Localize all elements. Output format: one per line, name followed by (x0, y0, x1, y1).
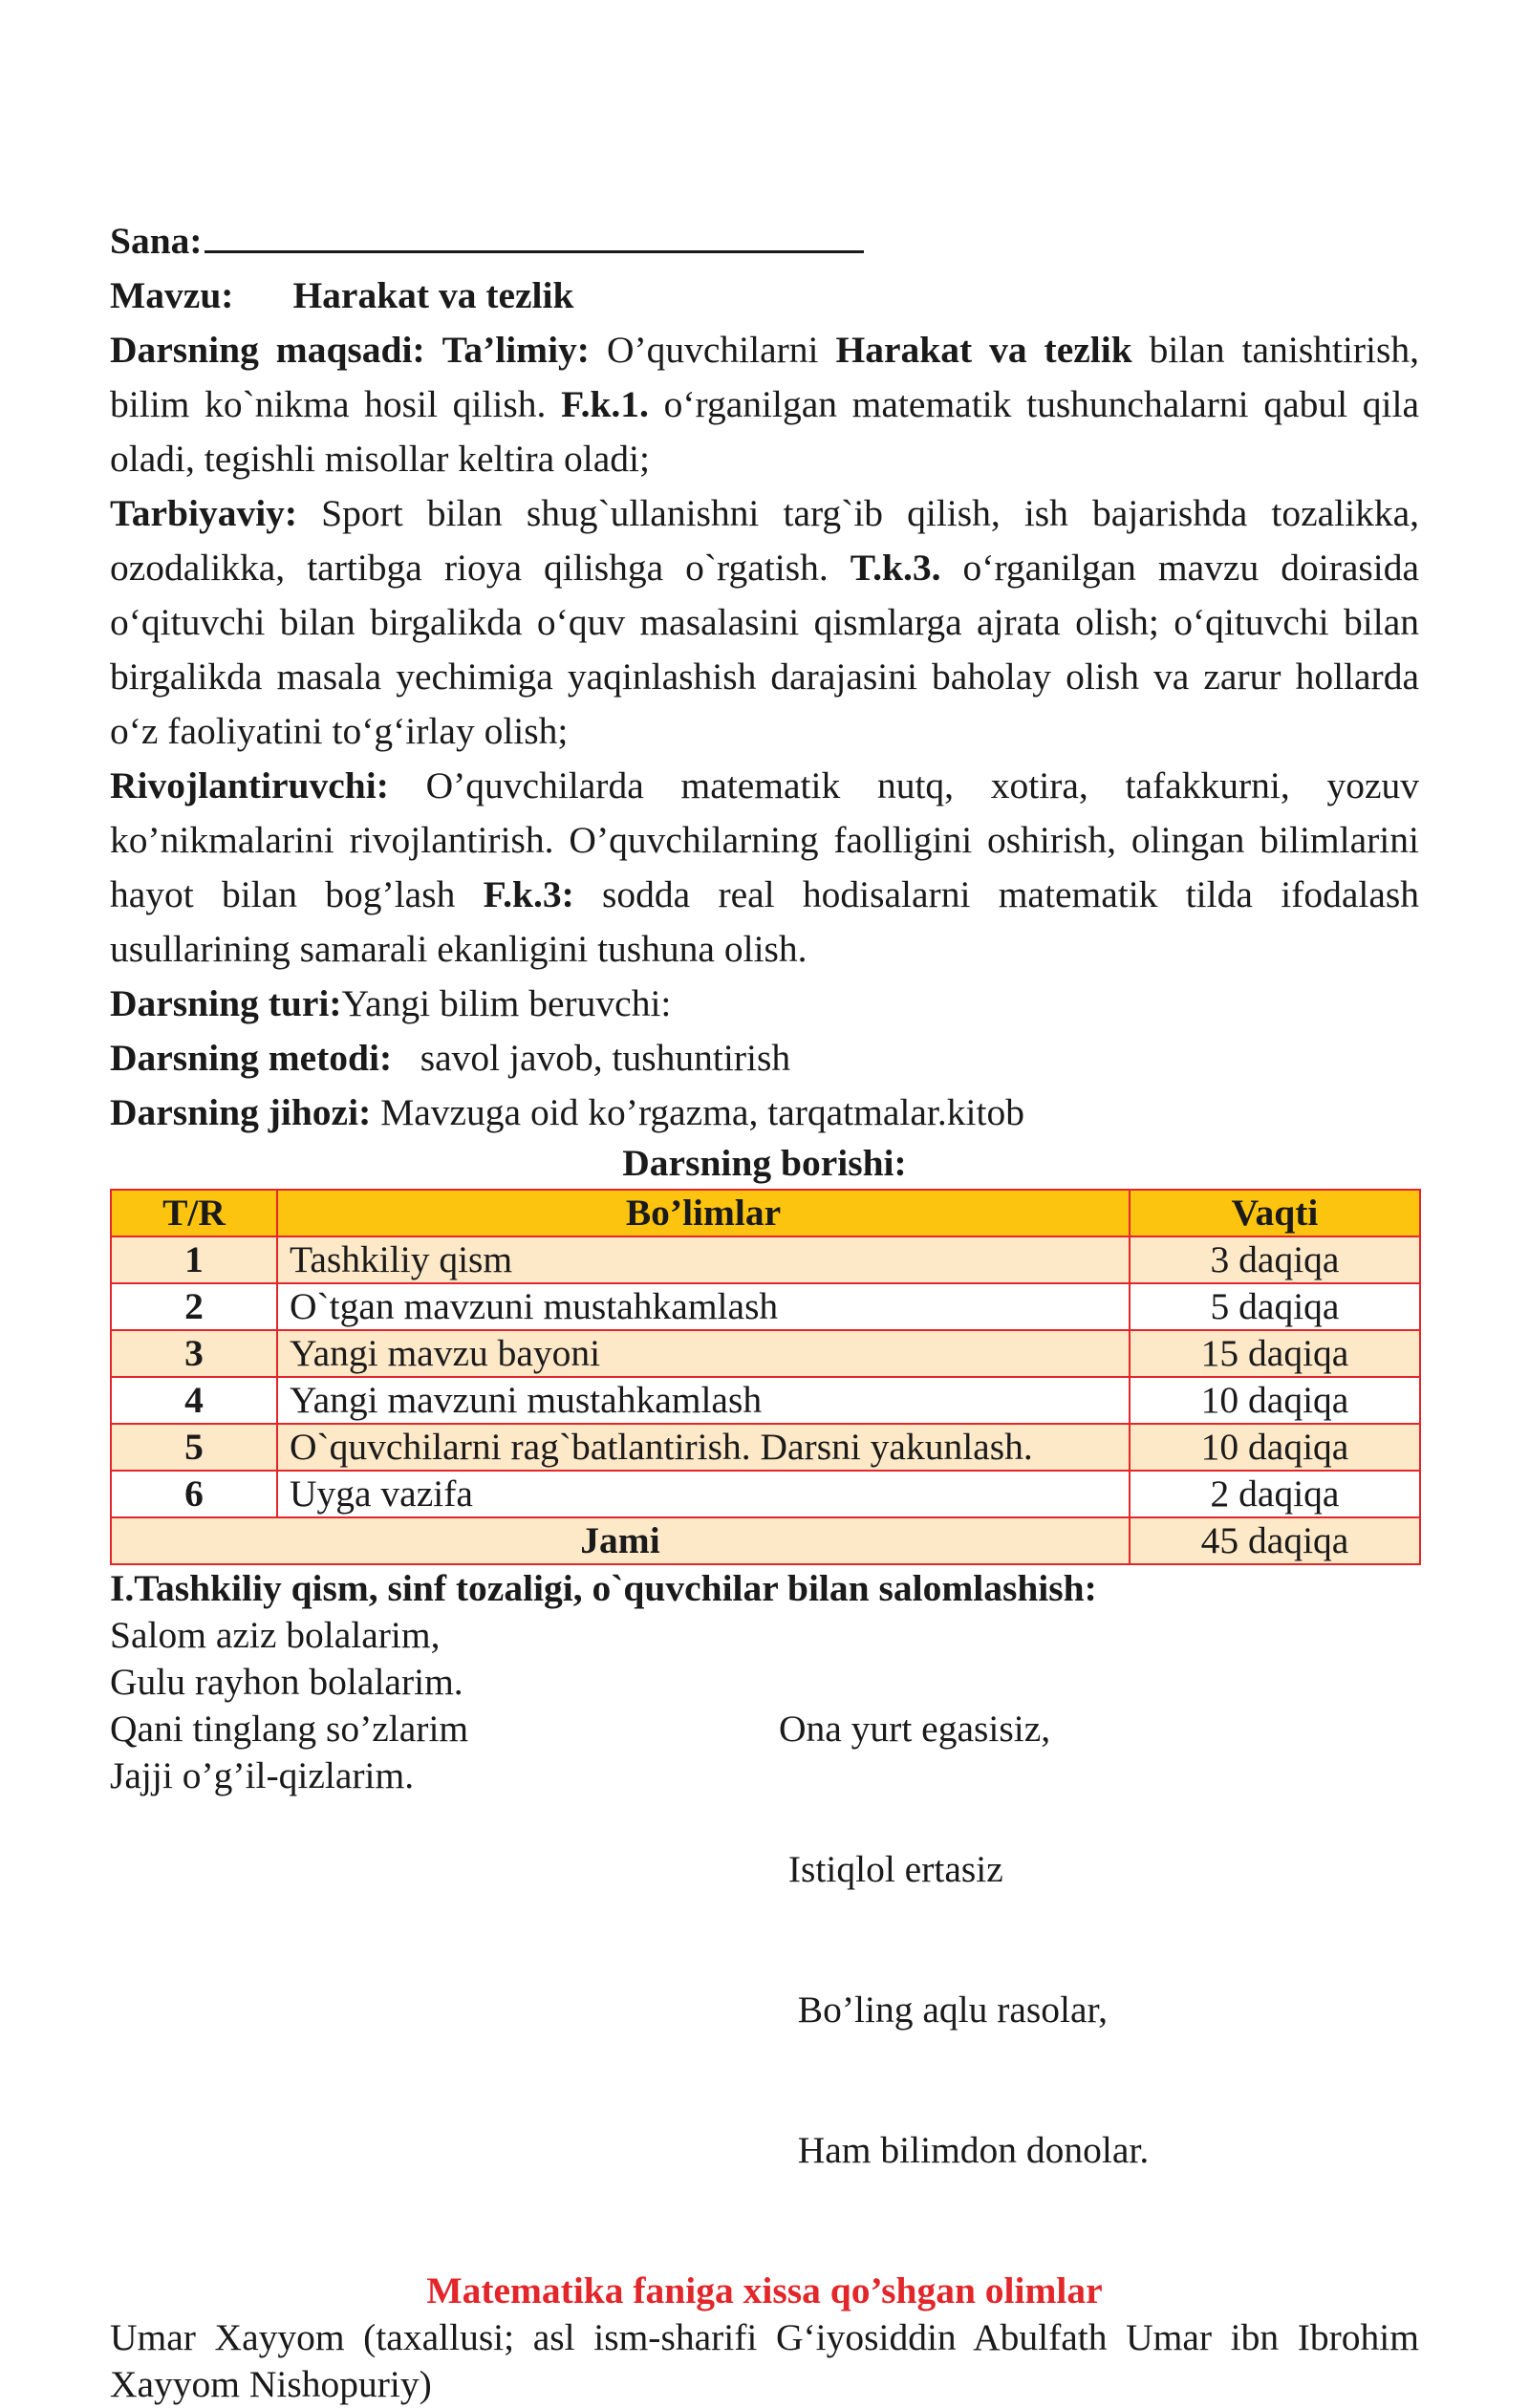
row-section: Uyga vazifa (277, 1471, 1130, 1517)
scientists-title: Matematika faniga xissa qo’shgan olimlar (426, 2269, 1103, 2311)
goal-label: Darsning maqsadi: (110, 329, 425, 371)
date-line (110, 208, 1419, 269)
row-section: Tashkiliy qism (277, 1236, 1130, 1283)
development-label: Rivojlantiruvchi: (110, 764, 389, 806)
goal-educational-paragraph (110, 323, 1419, 486)
row-time: 3 daqiqa (1130, 1236, 1420, 1283)
row-number: 1 (111, 1236, 277, 1283)
poem-line: Gulu rayhon bolalarim. (110, 1661, 463, 1703)
header-number: T/R (111, 1190, 277, 1236)
topic-line (110, 269, 1419, 323)
table-row (111, 1424, 1420, 1471)
educational-text-1: O’quvchilarni (606, 329, 819, 371)
lesson-method-value: savol javob, tushuntirish (420, 1037, 791, 1079)
row-section: Yangi mavzu bayoni (277, 1330, 1130, 1377)
upbringing-text: Sport bilan shug`ullanishni targ`ib qilish, ish bajarishda tozalikka, ozodalikka, tartibga rioya qilishga o`rgatish. (110, 492, 1419, 589)
row-section: O`tgan mavzuni mustahkamlash (277, 1283, 1130, 1330)
document-page (110, 208, 1419, 2408)
educational-label: Ta’limiy: (441, 329, 590, 371)
goal-upbringing-paragraph (110, 486, 1419, 759)
tk3-label: T.k.3. (850, 547, 941, 589)
total-label: Jami (111, 1517, 1130, 1564)
table-row (111, 1330, 1420, 1377)
table-header-row (111, 1190, 1420, 1236)
section1-heading: I.Tashkiliy qism, sinf tozaligi, o`quvchilar bilan salomlashish: (110, 1567, 1097, 1609)
date-blank-field (205, 208, 864, 253)
poem-left-column (110, 1612, 779, 2268)
row-section: O`quvchilarni rag`batlantirish. Darsni yakunlash. (277, 1424, 1130, 1471)
tk3-text: o‘rganilgan mavzu doirasida o‘qituvchi bilan birgalikda o‘quv masalasini qismlarga ajrata olish; o‘qituvchi bilan birgalikda masala yechimiga yaqinlashish darajasini baholay olish va zarur hollarda o‘z faoliyatini to‘g‘irlay olish; (110, 547, 1420, 752)
lesson-type-value: Yangi bilim beruvchi: (341, 982, 672, 1024)
fk1-label: F.k.1. (561, 383, 649, 425)
row-time: 2 daqiqa (1130, 1471, 1420, 1517)
date-label: Sana: (110, 220, 203, 262)
poem-line: Jajji o’g’il-qizlarim. (110, 1754, 415, 1796)
poem-line: Salom aziz bolalarim, (110, 1614, 441, 1656)
table-row (111, 1283, 1420, 1330)
row-time: 5 daqiqa (1130, 1283, 1420, 1330)
goal-development-paragraph (110, 759, 1419, 977)
educational-text-2: bilan tanishtirish, bilim ko`nikma hosil qilish. (110, 329, 1420, 425)
row-section: Yangi mavzuni mustahkamlash (277, 1377, 1130, 1424)
header-sections: Bo’limlar (277, 1190, 1130, 1236)
row-number: 2 (111, 1283, 277, 1330)
poem-line: Qani tinglang so’zlarim (110, 1708, 469, 1750)
fk3-text: sodda real hodisalarni matematik tilda ifodalash usullarining samarali ekanligini tushuna olish. (110, 873, 1419, 970)
topic-value: Harakat va tezlik (292, 274, 574, 316)
table-row (111, 1377, 1420, 1424)
row-number: 4 (111, 1377, 277, 1424)
plan-title: Darsning borishi: (622, 1142, 907, 1184)
poem-line: Istiqlol ertasiz (779, 1848, 1003, 1890)
lesson-plan-table (110, 1189, 1421, 1565)
lesson-type-label: Darsning turi: (110, 982, 342, 1024)
development-text: O’quvchilarda matematik nutq, xotira, tafakkurni, yozuv ko’nikmalarini rivojlantirish. O’quvchilarning faolligini oshirish, olingan bilimlarini hayot bilan bog’lash (110, 764, 1420, 915)
lesson-method-line (110, 1031, 1419, 1086)
row-number: 5 (111, 1424, 277, 1471)
lesson-equipment-line (110, 1086, 1419, 1140)
row-number: 6 (111, 1471, 277, 1517)
table-total-row (111, 1517, 1420, 1564)
header-time: Vaqti (1130, 1190, 1420, 1236)
greeting-poem (110, 1612, 1419, 2268)
poem-line: Bo’ling aqlu rasolar, (779, 1989, 1108, 2031)
fk3-label: F.k.3: (483, 873, 574, 915)
scientists-text: Umar Xayyom (taxallusi; asl ism-sharifi G‘iyosiddin Abulfath Umar ibn Ibrohim Xayyom Nishopuriy) (110, 2316, 1419, 2405)
row-time: 15 daqiqa (1130, 1330, 1420, 1377)
table-row (111, 1236, 1420, 1283)
row-time: 10 daqiqa (1130, 1377, 1420, 1424)
topic-label: Mavzu: (110, 274, 234, 316)
educational-topic: Harakat va tezlik (835, 329, 1132, 371)
lesson-equipment-label: Darsning jihozi: (110, 1091, 372, 1133)
poem-right-column (779, 1612, 1419, 2268)
fk1-text: o‘rganilgan matematik tushunchalarni qabul qila oladi, tegishli misollar keltira oladi; (110, 383, 1420, 480)
row-time: 10 daqiqa (1130, 1424, 1420, 1471)
lesson-type-line (110, 977, 1419, 1031)
upbringing-label: Tarbiyaviy: (110, 492, 298, 534)
row-number: 3 (111, 1330, 277, 1377)
lesson-method-label: Darsning metodi: (110, 1037, 393, 1079)
poem-line: Ona yurt egasisiz, (779, 1708, 1051, 1750)
total-time: 45 daqiqa (1130, 1517, 1420, 1564)
table-row (111, 1471, 1420, 1517)
lesson-equipment-value: Mavzuga oid ko’rgazma, tarqatmalar.kitob (380, 1091, 1024, 1133)
poem-line: Ham bilimdon donolar. (779, 2129, 1150, 2171)
